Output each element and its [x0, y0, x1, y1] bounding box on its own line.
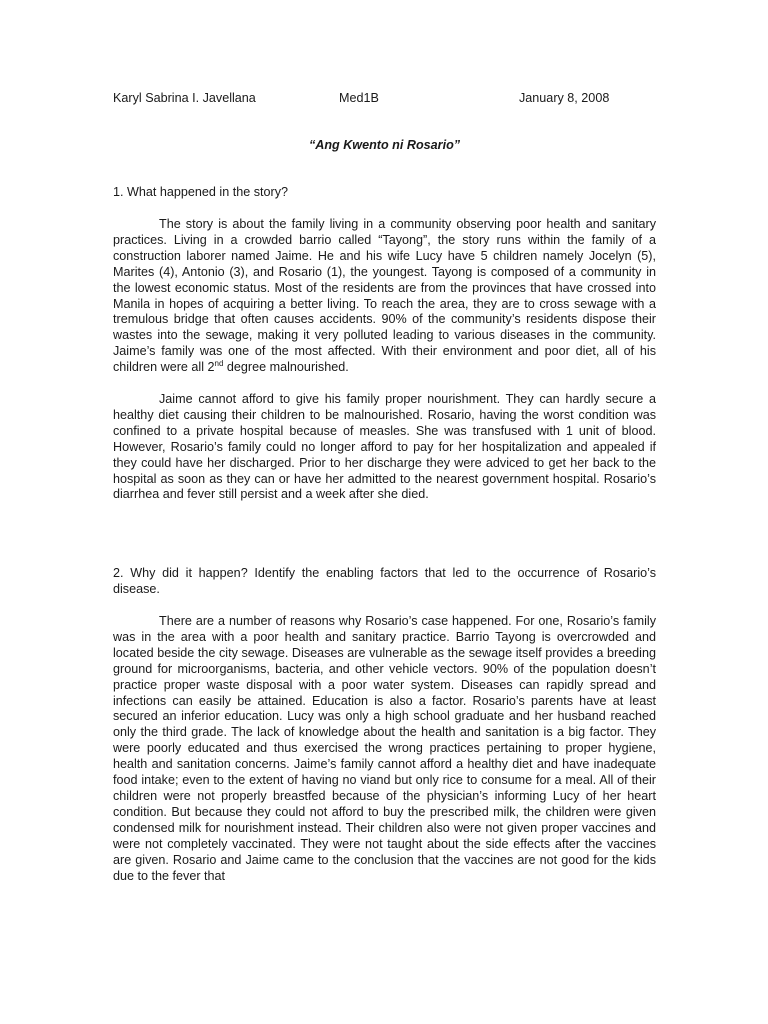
- q1-paragraph-2: Jaime cannot afford to give his family proper nourishment. They can hardly secure a healthy diet causing their children to be malnourished. Rosario, having the worst condition was confined to a private hospital because of measles. She was transfused with 1 unit of blood. However, Rosario’s family could no longer afford to pay for her hospitalization and appealed if they could have her discharged. Prior to her discharge they were adviced to get her back to the hospital as soon as they can or have her admitted to the nearest government hospital. Rosario’s diarrhea and fever still persist and a week after she died.: [113, 392, 656, 502]
- document-title: “Ang Kwento ni Rosario”: [308, 138, 461, 152]
- ordinal-superscript: nd: [214, 358, 224, 368]
- q1-paragraph-1: [113, 217, 656, 376]
- course-code: Med1B: [339, 91, 379, 105]
- question-2: 2. Why did it happen? Identify the enabling factors that led to the occurrence of Rosario’s disease.: [113, 566, 656, 596]
- q1-paragraph-1-end: degree malnourished.: [223, 360, 349, 375]
- q1-paragraph-1-text: The story is about the family living in a community observing poor health and sanitary practices. Living in a crowded barrio called “Tayong”, the story runs within the family of a construction laborer named Jaime. He and his wife Lucy have 5 children namely Jocelyn (5), Marites (4), Antonio (3), and Rosario (1), the youngest. Tayong is composed of a community in the lowest economic status. Most of the residents are from the provinces that have crossed into Manila in hopes of acquiring a better living. To reach the area, they are to cross sewage with a tremulous bridge that often causes accidents. 90% of the community’s residents dispose their wastes into the sewage, making it very polluted leading to various diseases in the community. Jaime’s family was one of the most affected. With their environment and poor diet, all of his children were all 2: [113, 217, 656, 375]
- author-name: Karyl Sabrina I. Javellana: [113, 91, 256, 105]
- question-1: 1. What happened in the story?: [113, 185, 289, 199]
- document-header: [113, 91, 673, 107]
- q2-paragraph-1: There are a number of reasons why Rosario’s case happened. For one, Rosario’s family was in the area with a poor health and sanitary practice. Barrio Tayong is overcrowded and located beside the city sewage. Diseases are vulnerable as the sewage itself provides a breeding ground for microorganisms, bacteria, and other vehicle vectors. 90% of the population doesn’t practice proper waste disposal with a poor water system. Diseases can rapidly spread and infections can easily be attained. Education is also a factor. Rosario’s parents have at least secured an inferior education. Lucy was only a high school graduate and her husband reached only the third grade. The lack of knowledge about the health and sanitation is a big factor. They were poorly educated and thus exercised the wrong practices pertaining to proper hygiene, health and sanitation concerns. Jaime’s family cannot afford a healthy diet and have inadequate food intake; even to the extent of having no viand but only rice to consume for a meal. All of their children were not properly breastfed because of the physician’s informing Lucy of her heart condition. But because they could not afford to buy the prescribed milk, the children were given condensed milk for nourishment instead. Their children also were not given proper vaccines and were not completely vaccinated. They were not taught about the side effects after the vaccines are given. Rosario and Jaime came to the conclusion that the vaccines are not good for the kids due to the fever that: [113, 614, 656, 883]
- document-date: January 8, 2008: [519, 91, 610, 105]
